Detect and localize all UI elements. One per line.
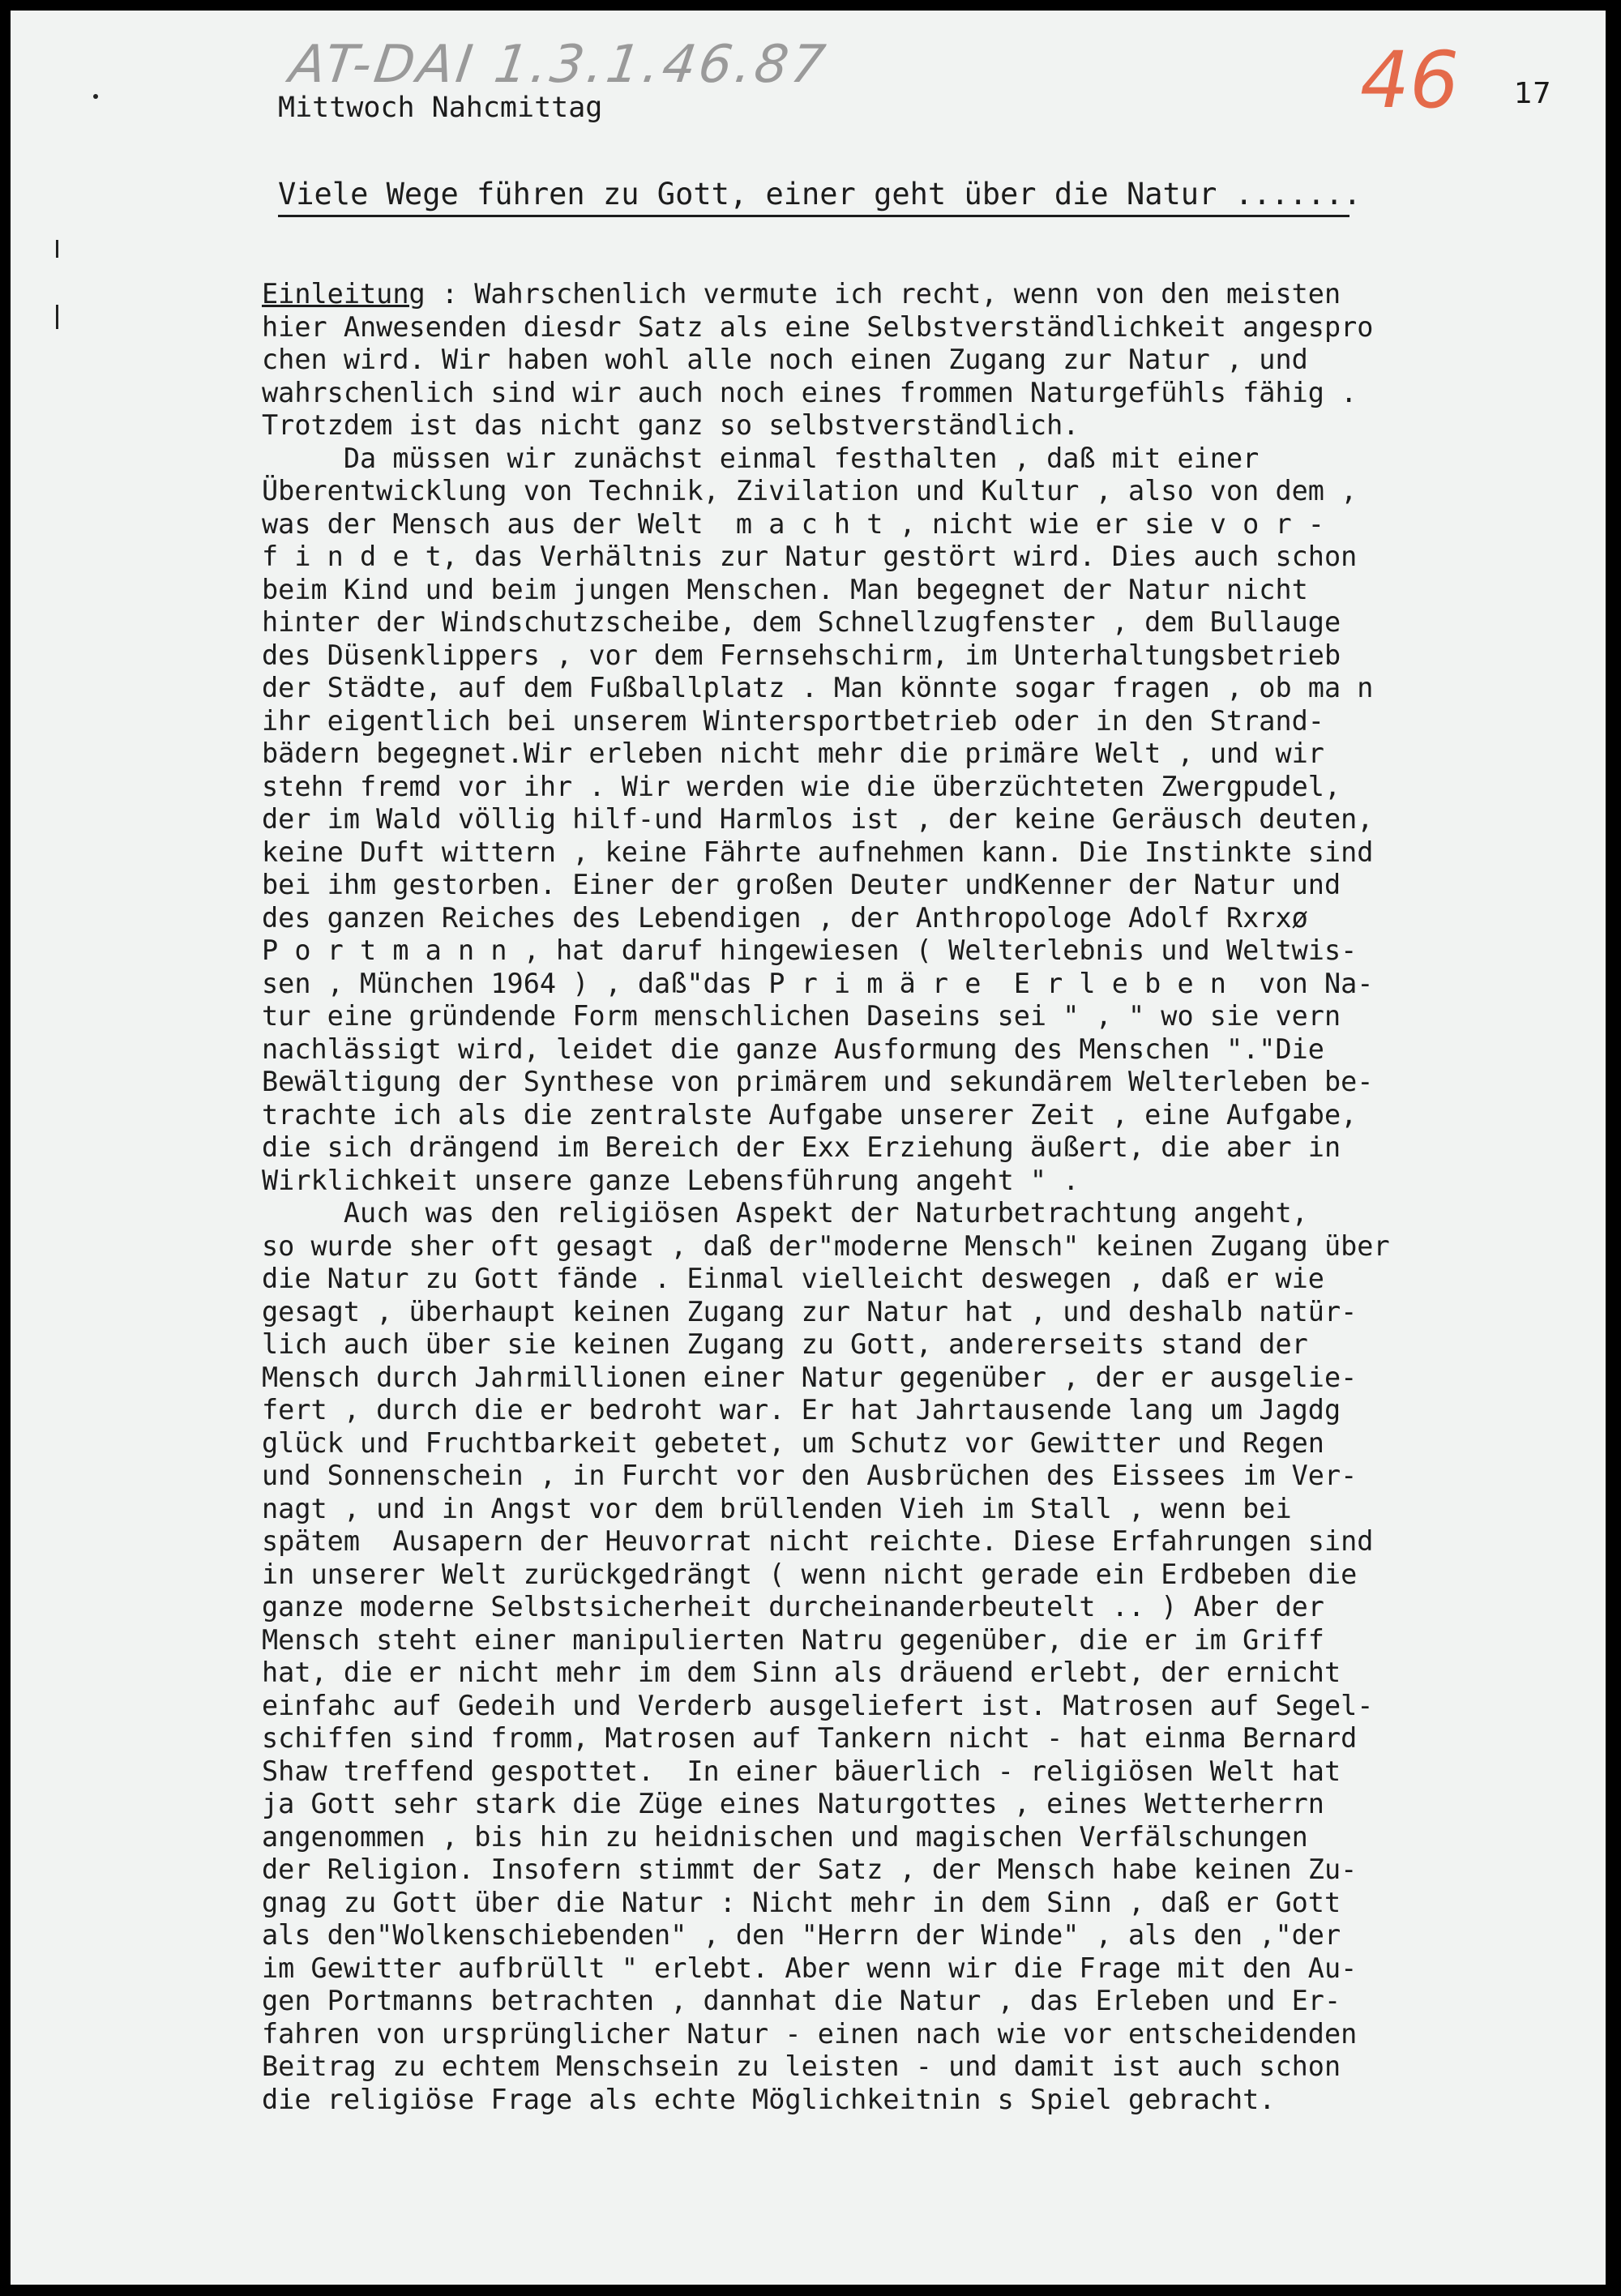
text-line: gesagt , überhaupt keinen Zugang zur Natur hat , und deshalb natür-	[262, 1295, 1358, 1328]
text-line: ihr eigentlich bei unserem Wintersportbetrieb oder in den Strand-	[262, 704, 1324, 737]
text-line: Mensch durch Jahrmillionen einer Natur gegenüber , der er ausgelie-	[262, 1361, 1358, 1393]
text-line: Shaw treffend gespottet. In einer bäuerlich - religiösen Welt hat	[262, 1755, 1341, 1787]
text-line: nachlässigt wird, leidet die ganze Ausformung des Menschen "."Die	[262, 1033, 1324, 1065]
text-line: gnag zu Gott über die Natur : Nicht mehr in dem Sinn , daß er Gott	[262, 1886, 1341, 1918]
text-line: des ganzen Reiches des Lebendigen , der Anthropologe Adolf Rxrxø	[262, 901, 1308, 934]
text-line: Trotzdem ist das nicht ganz so selbstverständlich.	[262, 409, 1080, 441]
text-line: fert , durch die er bedroht war. Er hat Jahrtausende lang um Jagdg	[262, 1394, 1341, 1426]
text-line: der Städte, auf dem Fußballplatz . Man könnte sogar fragen , ob ma n	[262, 672, 1374, 703]
text-line: Da müssen wir zunächst einmal festhalten , daß mit einer	[262, 442, 1260, 474]
page-number-red: 46	[1360, 35, 1460, 126]
margin-dot	[93, 94, 98, 99]
text-line: nagt , und in Angst vor dem brüllenden Vieh im Stall , wenn bei	[262, 1492, 1292, 1524]
text-line: der Religion. Insofern stimmt der Satz , der Mensch habe keinen Zu-	[262, 1853, 1358, 1885]
text-line: beim Kind und beim jungen Menschen. Man begegnet der Natur nicht	[262, 573, 1308, 605]
text-line: ganze moderne Selbstsicherheit durcheinanderbeutelt .. ) Aber der	[262, 1591, 1324, 1623]
text-line: angenommen , bis hin zu heidnischen und magischen Verfälschungen	[262, 1820, 1308, 1853]
text-line: wahrschenlich sind wir auch noch eines frommen Naturgefühls fähig .	[262, 376, 1358, 408]
text-line: Auch was den religiösen Aspekt der Naturbetrachtung angeht,	[262, 1197, 1308, 1229]
text-line: ja Gott sehr stark die Züge eines Naturgottes , eines Wetterherrn	[262, 1788, 1324, 1819]
text-line: in unserer Welt zurückgedrängt ( wenn nicht gerade ein Erdbeben die	[262, 1558, 1358, 1590]
text-line: stehn fremd vor ihr . Wir werden wie die überzüchteten Zwergpudel,	[262, 770, 1341, 802]
text-line: als den"Wolkenschiebenden" , den "Herrn der Winde" , als den ,"der	[262, 1919, 1341, 1951]
archive-id-handwritten: AT-DAI 1.3.1.46.87	[285, 35, 832, 95]
document-day: Mittwoch Nahcmittag	[278, 92, 603, 124]
text-line: sen , München 1964 ) , daß"das P r i m ä r e E r l e b e n von Na-	[262, 967, 1374, 999]
text-line: die religiöse Frage als echte Möglichkeitnin s Spiel gebracht.	[262, 2083, 1276, 2115]
document-body	[262, 278, 1606, 2116]
text-line: was der Mensch aus der Welt m a c h t , nicht wie er sie v o r -	[262, 507, 1324, 540]
text-line: spätem Ausapern der Heuvorrat nicht reichte. Diese Erfahrungen sind	[262, 1525, 1374, 1557]
text-line: hat, die er nicht mehr im dem Sinn als dräuend erlebt, der ernicht	[262, 1657, 1341, 1688]
text-line: fahren von ursprünglicher Natur - einen nach wie vor entscheidenden	[262, 2017, 1358, 2050]
text-line: die Natur zu Gott fände . Einmal vielleicht deswegen , daß er wie	[262, 1263, 1324, 1294]
text-line: tur eine gründende Form menschlichen Daseins sei " , " wo sie vern	[262, 1000, 1341, 1032]
page-number: 17	[1514, 77, 1551, 110]
text-line: lich auch über sie keinen Zugang zu Gott, andererseits stand der	[262, 1328, 1308, 1360]
text-line: Beitrag zu echtem Menschsein zu leisten - und damit ist auch schon	[262, 2050, 1341, 2082]
text-line: bei ihm gestorben. Einer der großen Deuter undKenner der Natur und	[262, 869, 1341, 900]
text-line: Bewältigung der Synthese von primärem und sekundärem Welterleben be-	[262, 1066, 1374, 1097]
document-title: Viele Wege führen zu Gott, einer geht über die Natur .......	[278, 177, 1362, 212]
text-line: schiffen sind fromm, Matrosen auf Tankern nicht - hat einma Bernard	[262, 1722, 1358, 1754]
text-line: bädern begegnet.Wir erleben nicht mehr die primäre Welt , und wir	[262, 738, 1324, 769]
text-line: keine Duft wittern , keine Fährte aufnehmen kann. Die Instinkte sind	[262, 836, 1374, 868]
text-line: chen wird. Wir haben wohl alle noch einen Zugang zur Natur , und	[262, 344, 1308, 375]
text-line: hier Anwesenden diesdr Satz als eine Selbstverständlichkeit angespro	[262, 310, 1374, 343]
text-line: glück und Fruchtbarkeit gebetet, um Schutz vor Gewitter und Regen	[262, 1426, 1324, 1459]
text-line: hinter der Windschutzscheibe, dem Schnellzugfenster , dem Bullauge	[262, 606, 1341, 638]
text-line: des Düsenklippers , vor dem Fernsehschirm, im Unterhaltungsbetrieb	[262, 639, 1341, 671]
text-line: P o r t m a n n , hat daruf hingewiesen ( Welterlebnis und Weltwis-	[262, 934, 1358, 966]
document-page	[11, 11, 1606, 2285]
text-line: im Gewitter aufbrüllt " erlebt. Aber wenn wir die Frage mit den Au-	[262, 1952, 1358, 1984]
text-line: gen Portmanns betrachten , dannhat die Natur , das Erleben und Er-	[262, 1985, 1341, 2016]
intro-label: Einleitung	[262, 278, 426, 310]
text-line: Wirklichkeit unsere ganze Lebensführung angeht " .	[262, 1164, 1080, 1196]
text-line: die sich drängend im Bereich der Exx Erziehung äußert, die aber in	[262, 1131, 1341, 1163]
text-line: Überentwicklung von Technik, Zivilation und Kultur , also von dem ,	[262, 475, 1358, 507]
text-line: einfahc auf Gedeih und Verderb ausgeliefert ist. Matrosen auf Segel-	[262, 1689, 1374, 1721]
margin-tick-mark	[56, 240, 58, 258]
text-line: und Sonnenschein , in Furcht vor den Ausbrüchen des Eissees im Ver-	[262, 1460, 1358, 1491]
text-line: der im Wald völlig hilf-und Harmlos ist , der keine Geräusch deuten,	[262, 803, 1374, 835]
text-line: trachte ich als die zentralste Aufgabe unserer Zeit , eine Aufgabe,	[262, 1098, 1358, 1131]
text-line	[262, 278, 1606, 311]
text-line: Mensch steht einer manipulierten Natru gegenüber, die er im Griff	[262, 1623, 1324, 1656]
margin-tick-mark	[56, 305, 58, 329]
text-line: f i n d e t, das Verhältnis zur Natur gestört wird. Dies auch schon	[262, 541, 1358, 572]
text-line: so wurde sher oft gesagt , daß der"moderne Mensch" keinen Zugang über	[262, 1229, 1390, 1262]
title-underline	[278, 215, 1349, 217]
text-line-content: : Wahrschenlich vermute ich recht, wenn von den meisten	[425, 278, 1341, 310]
